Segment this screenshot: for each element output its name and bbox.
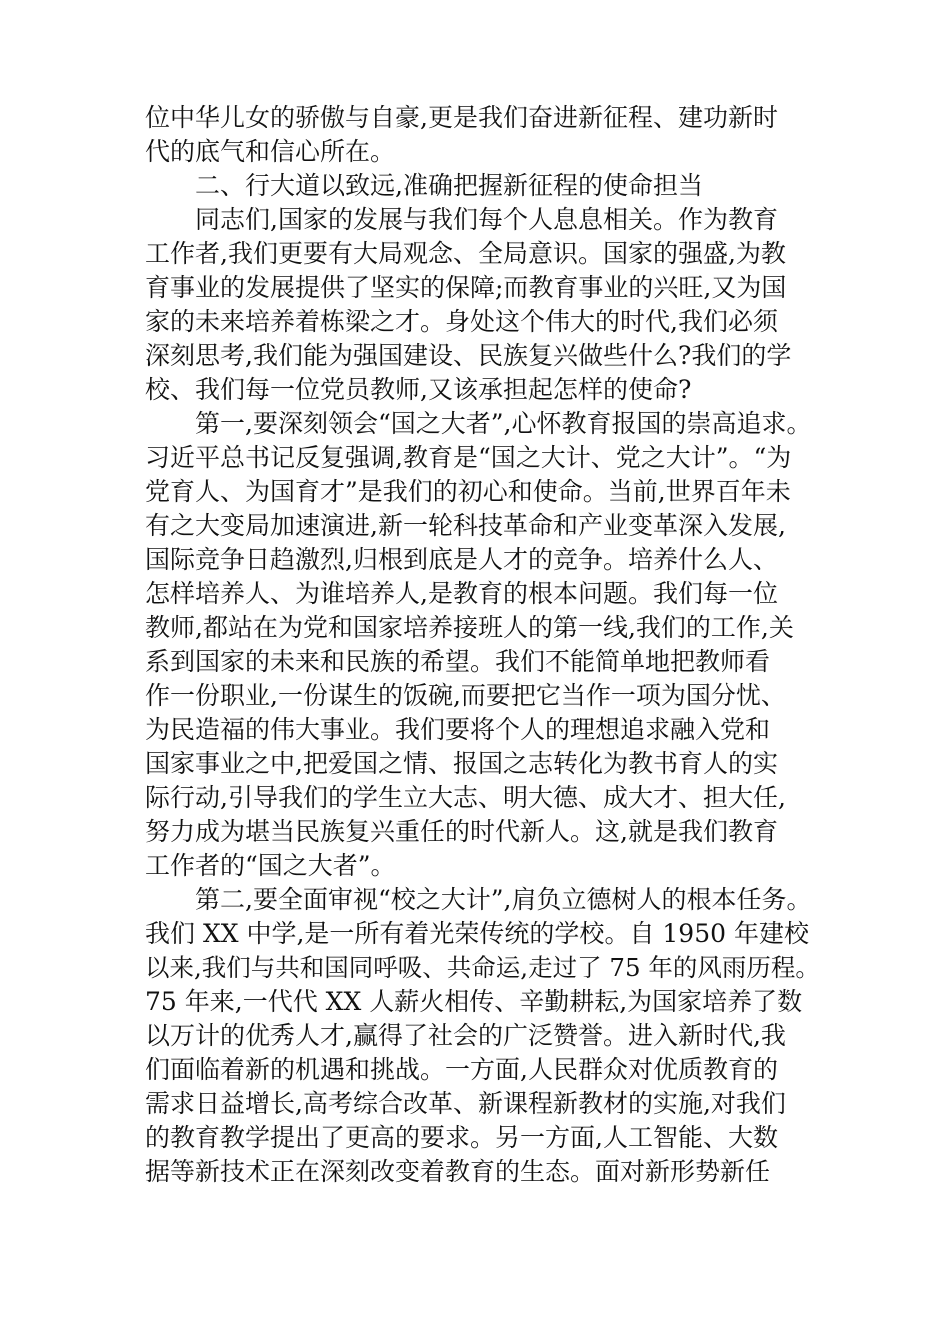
text-line: 以万计的优秀人才,赢得了社会的广泛赞誉。进入新时代,我 bbox=[145, 1021, 786, 1050]
text-line: 有之大变局加速演进,新一轮科技革命和产业变革深入发展, bbox=[145, 511, 786, 540]
text-line: 国家事业之中,把爱国之情、报国之志转化为教书育人的实 bbox=[145, 749, 778, 778]
text-line: 校、我们每一位党员教师,又该承担起怎样的使命? bbox=[145, 375, 692, 404]
text-line: 工作者,我们更要有大局观念、全局意识。国家的强盛,为教 bbox=[145, 239, 786, 268]
text-line: 系到国家的未来和民族的希望。我们不能简单地把教师看 bbox=[145, 647, 771, 676]
text-line: 的教育教学提出了更高的要求。另一方面,人工智能、大数 bbox=[145, 1123, 778, 1152]
text-line: 怎样培养人、为谁培养人,是教育的根本问题。我们每一位 bbox=[145, 579, 778, 608]
text-line: 习近平总书记反复强调,教育是“国之大计、党之大计”。“为 bbox=[145, 443, 792, 472]
text-line: 75 年来,一代代 XX 人薪火相传、辛勤耕耘,为国家培养了数 bbox=[145, 987, 803, 1016]
text-line: 深刻思考,我们能为强国建设、民族复兴做些什么?我们的学 bbox=[145, 341, 792, 370]
text-line: 需求日益增长,高考综合改革、新课程新教材的实施,对我们 bbox=[145, 1089, 786, 1118]
text-line: 际行动,引导我们的学生立大志、明大德、成大才、担大任, bbox=[145, 783, 786, 812]
text-line: 代的底气和信心所在。 bbox=[145, 137, 396, 166]
text-line: 教师,都站在为党和国家培养接班人的第一线,我们的工作,关 bbox=[145, 613, 794, 642]
text-line: 作一份职业,一份谋生的饭碗,而要把它当作一项为国分忧、 bbox=[145, 681, 786, 710]
text-line: 以来,我们与共和国同呼吸、共命运,走过了 75 年的风雨历程。 bbox=[145, 953, 820, 982]
text-line: 们面临着新的机遇和挑战。一方面,人民群众对优质教育的 bbox=[145, 1055, 778, 1084]
text-line: 据等新技术正在深刻改变着教育的生态。面对新形势新任 bbox=[145, 1157, 771, 1186]
text-line: 位中华儿女的骄傲与自豪,更是我们奋进新征程、建功新时 bbox=[145, 103, 778, 132]
text-line: 育事业的发展提供了坚实的保障;而教育事业的兴旺,又为国 bbox=[145, 273, 787, 302]
text-line: 第一,要深刻领会“国之大者”,心怀教育报国的崇高追求。 bbox=[195, 409, 812, 438]
text-line: 工作者的“国之大者”。 bbox=[145, 851, 396, 880]
text-line: 第二,要全面审视“校之大计”,肩负立德树人的根本任务。 bbox=[195, 885, 812, 914]
text-line: 我们 XX 中学,是一所有着光荣传统的学校。自 1950 年建校 bbox=[145, 919, 809, 948]
text-line: 国际竞争日趋激烈,归根到底是人才的竞争。培养什么人、 bbox=[145, 545, 778, 574]
section-heading: 二、行大道以致远,准确把握新征程的使命担当 bbox=[195, 171, 703, 200]
text-line: 家的未来培养着栋梁之才。身处这个伟大的时代,我们必须 bbox=[145, 307, 778, 336]
text-line: 为民造福的伟大事业。我们要将个人的理想追求融入党和 bbox=[145, 715, 771, 744]
text-line: 同志们,国家的发展与我们每个人息息相关。作为教育 bbox=[195, 205, 778, 234]
text-line: 党育人、为国育才”是我们的初心和使命。当前,世界百年未 bbox=[145, 477, 791, 506]
text-line: 努力成为堪当民族复兴重任的时代新人。这,就是我们教育 bbox=[145, 817, 778, 846]
